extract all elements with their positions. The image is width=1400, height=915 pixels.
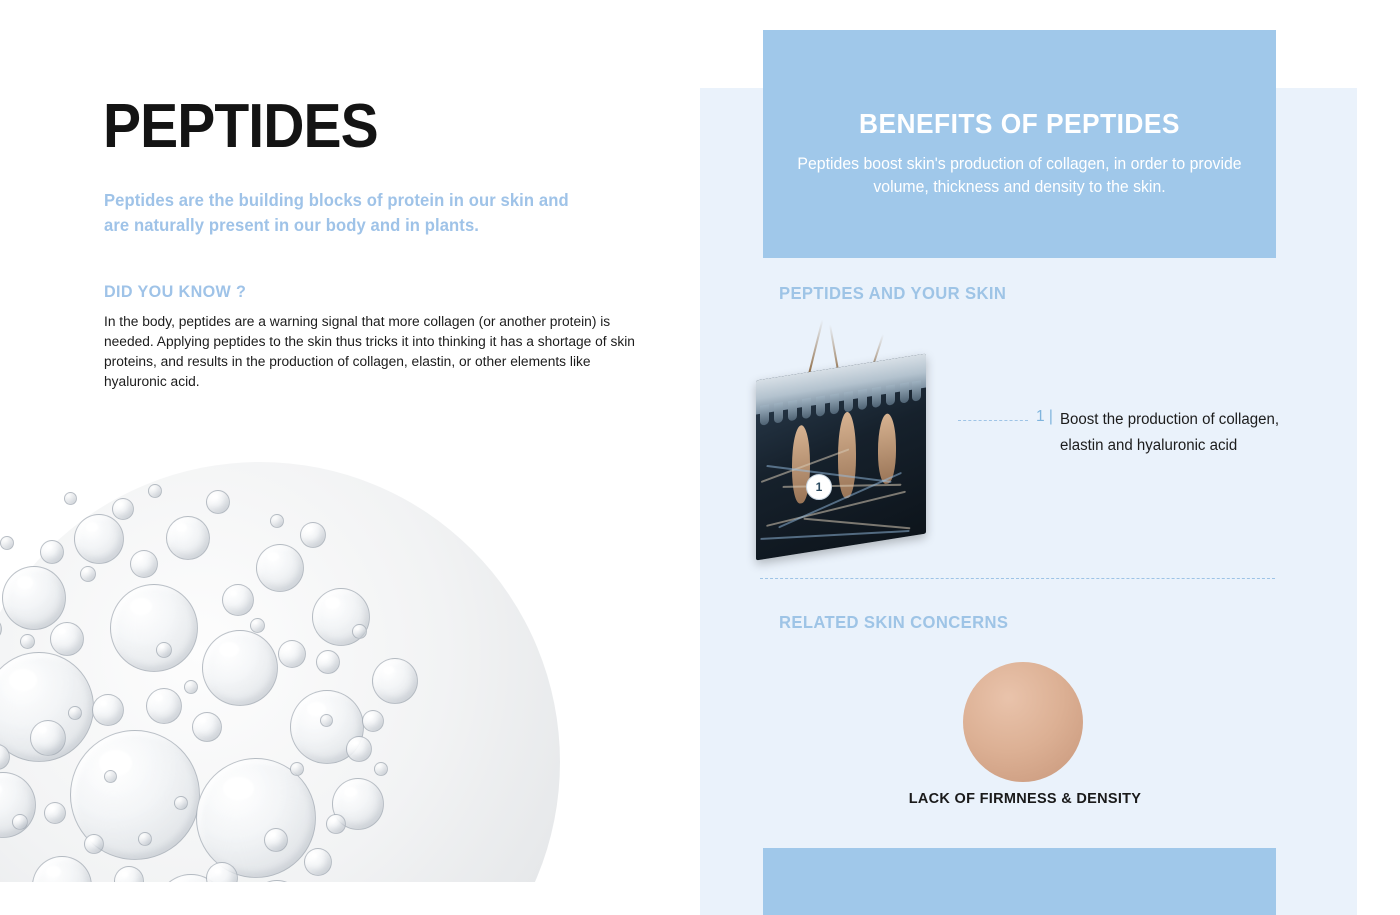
elastin-fiber: [760, 530, 909, 539]
bubble: [92, 694, 124, 726]
bubble: [50, 622, 84, 656]
bubble: [44, 802, 66, 824]
page-title: PEPTIDES: [103, 92, 378, 161]
bubble: [174, 796, 188, 810]
bubble: [316, 650, 340, 674]
bubble: [250, 880, 304, 882]
bubble: [362, 710, 384, 732]
bottom-banner: [763, 848, 1276, 915]
skin-concern-swatch: [963, 662, 1083, 782]
bubble: [320, 714, 333, 727]
bubbles-photo: [0, 462, 560, 882]
skin-concern-label: LACK OF FIRMNESS & DENSITY: [908, 791, 1142, 807]
bubble: [206, 490, 230, 514]
skin-cross-section-diagram: [756, 318, 956, 558]
bubble: [372, 658, 418, 704]
bubbles-illustration: [0, 462, 560, 882]
did-you-know-body: In the body, peptides are a warning signal that more collagen (or another protein) is needed. Applying peptides to the skin thus tricks it into thinking it has a shortage of skin proteins, and results in the production of collagen, elastin, or other elements like hyaluronic acid.: [104, 314, 635, 391]
bubble: [104, 770, 117, 783]
bubble: [304, 848, 332, 876]
bubble: [114, 866, 144, 882]
bubble: [290, 762, 304, 776]
benefits-description: Peptides boost skin's production of collagen, in order to provide volume, thickness and density to the skin.: [797, 155, 1242, 197]
bubble: [256, 544, 304, 592]
callout-connector-line: [958, 420, 1028, 421]
bubble: [184, 680, 198, 694]
bubble: [0, 536, 14, 550]
bubble: [270, 514, 284, 528]
right-panel: [700, 0, 1400, 915]
skin-ridge: [886, 384, 895, 405]
skin-ridge: [760, 404, 769, 425]
skin-block: [756, 354, 926, 561]
callout-text: Boost the production of collagen, elastin and hyaluronic acid: [1060, 411, 1279, 454]
bubble: [32, 856, 92, 882]
skin-ridge: [788, 400, 797, 421]
bubble: [202, 630, 278, 706]
bubble: [30, 720, 66, 756]
bubble: [20, 634, 35, 649]
bubble: [112, 498, 134, 520]
bubble: [196, 758, 316, 878]
benefits-title: BENEFITS OF PEPTIDES: [859, 108, 1180, 139]
bubble: [374, 762, 388, 776]
skin-ridge: [872, 387, 881, 408]
related-skin-concerns-heading: RELATED SKIN CONCERNS: [779, 612, 1009, 632]
peptides-and-your-skin-heading: PEPTIDES AND YOUR SKIN: [779, 283, 1007, 303]
bubble: [12, 814, 28, 830]
bubble: [138, 832, 152, 846]
bubble: [80, 566, 96, 582]
bubble: [64, 492, 77, 505]
bubble: [2, 566, 66, 630]
bubble: [148, 484, 162, 498]
bubble: [326, 814, 346, 834]
hair-strand: [808, 319, 823, 374]
bubble: [156, 642, 172, 658]
did-you-know-heading: DID YOU KNOW ?: [104, 282, 247, 301]
diagram-callout-badge: 1: [806, 474, 832, 500]
skin-ridge: [816, 396, 825, 417]
bubble: [130, 550, 158, 578]
bubble: [0, 618, 2, 640]
bubble: [146, 688, 182, 724]
bubble: [346, 736, 372, 762]
bubble: [166, 516, 210, 560]
bubble: [264, 828, 288, 852]
bubble: [84, 834, 104, 854]
bubble: [192, 712, 222, 742]
skin-ridge: [900, 382, 909, 403]
skin-ridge: [844, 391, 853, 412]
section-divider: [760, 578, 1275, 579]
skin-ridge: [858, 389, 867, 410]
callout-number: 1 |: [1036, 408, 1053, 425]
bubble: [68, 706, 82, 720]
skin-ridge: [774, 402, 783, 423]
skin-ridge: [802, 398, 811, 419]
bubble: [74, 514, 124, 564]
skin-ridge: [912, 380, 921, 401]
bubble: [352, 624, 367, 639]
collagen-fiber: [803, 518, 910, 529]
bubble: [300, 522, 326, 548]
bubble: [250, 618, 265, 633]
bubble: [110, 584, 198, 672]
skin-ridge: [830, 393, 839, 414]
benefits-banner: [763, 30, 1276, 258]
bubble: [40, 540, 64, 564]
page-subtitle: Peptides are the building blocks of protein in our skin and are naturally present in our body and in plants.: [104, 190, 569, 236]
bubble: [222, 584, 254, 616]
bubble: [278, 640, 306, 668]
